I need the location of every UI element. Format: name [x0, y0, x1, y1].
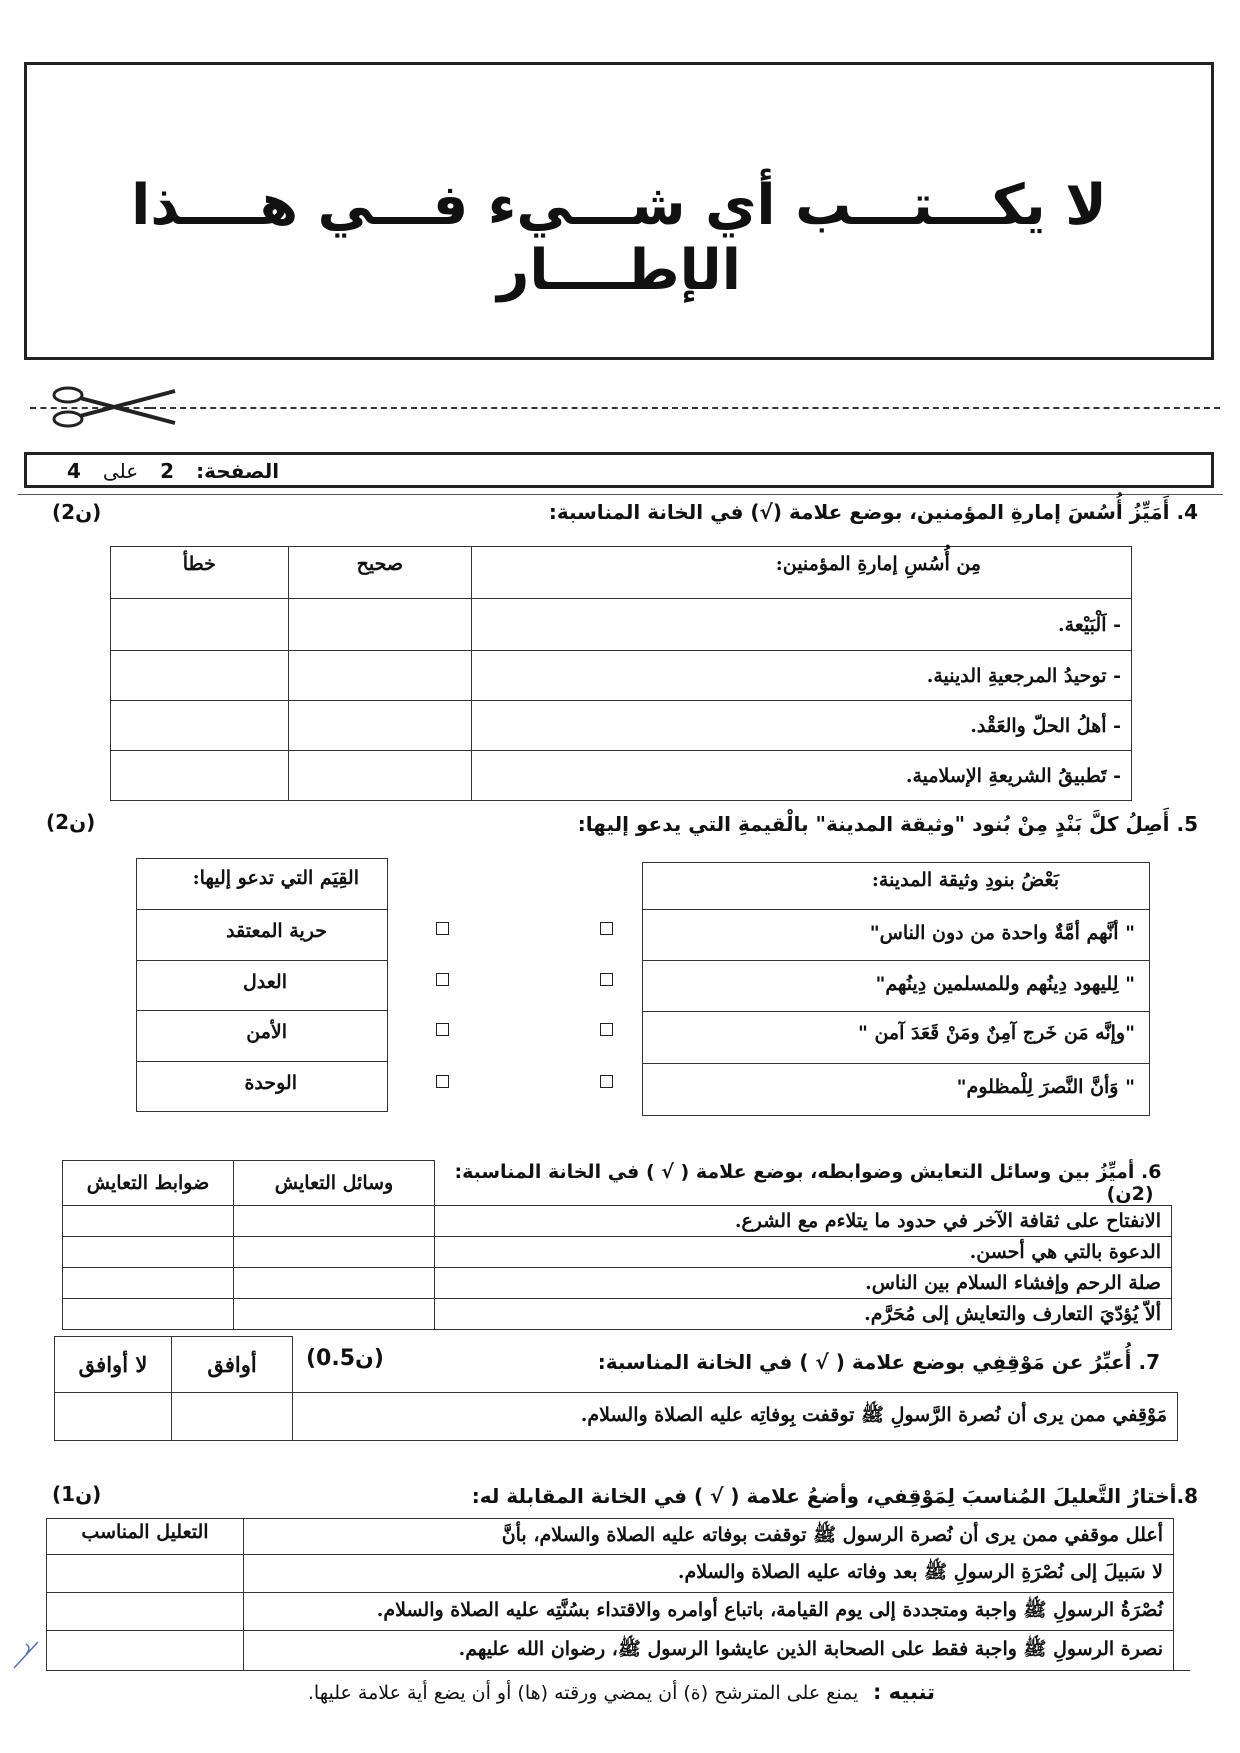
q6-means-cell[interactable] [234, 1298, 435, 1329]
q4-true-cell[interactable] [288, 701, 471, 751]
q5-left-connector[interactable] [436, 922, 449, 935]
q5-title: 5. أَصِلُ كلَّ بَنْدٍ مِنْ بُنود "وثيقة المدينة" بالْقيمةِ التي يدعو إليها: [577, 812, 1198, 836]
q8-col-reason: التعليل المناسب [47, 1519, 244, 1555]
q4-col-true: صحيح [288, 547, 471, 599]
q5-clauses-box [642, 862, 1150, 1116]
q5-left-connector[interactable] [436, 1023, 449, 1036]
q6-row-1: الانفتاح على ثقافة الآخر في حدود ما يتلاءم مع الشرع. [435, 1205, 1172, 1236]
divider [18, 494, 1223, 495]
page-current: 2 [160, 459, 175, 483]
q8-points: (1ن) [52, 1482, 102, 1506]
q5-right-connector[interactable] [600, 1075, 613, 1088]
q6-row-2: الدعوة بالتي هي أحسن. [435, 1236, 1172, 1267]
q5-points: (2ن) [46, 810, 96, 834]
q4-points: (2ن) [52, 500, 102, 524]
footer-note [235, 1680, 935, 1704]
q7-points: (0.5ن) [306, 1346, 384, 1371]
q7-agree-cell[interactable] [172, 1393, 293, 1441]
q5-clauses-header: بَعْضُ بنودِ وثيقة المدينة: [871, 869, 1059, 891]
q5-values-header: القِيَم التي تدعو إليها: [192, 867, 359, 889]
q6-rules-cell[interactable] [63, 1236, 234, 1267]
q5-clause: " وَأنَّ النَّصرَ لِلْمظلوم" [643, 1063, 1149, 1117]
page-bar [24, 452, 1214, 488]
scissors-icon [50, 385, 180, 431]
q6-row-4: ألاّ يُؤدّيَ التعارف والتعايش إلى مُحَرَّم. [435, 1298, 1172, 1329]
q6-title-cell [435, 1161, 1172, 1206]
q4-row-4: - تَطبيقُ الشريعةِ الإسلامية. [471, 751, 1131, 801]
q8-table [46, 1518, 1174, 1671]
q5-value: حرية المعتقد [137, 909, 387, 961]
footer-divider [290, 1670, 1190, 1671]
q5-value: الوحدة [137, 1061, 387, 1113]
q6-means-cell[interactable] [234, 1236, 435, 1267]
q6-table [62, 1160, 1172, 1330]
q5-value: الأمن [137, 1010, 387, 1062]
pen-mark-icon [8, 1636, 44, 1676]
q4-row-2: - توحيدُ المرجعيةِ الدينية. [471, 651, 1131, 701]
q6-title: 6. أميِّزُ بين وسائل التعايش وضوابطه، بوضع علامة ( √ ) في الخانة المناسبة: [454, 1160, 1162, 1183]
q8-reason-cell[interactable] [47, 1555, 244, 1593]
q4-false-cell[interactable] [111, 751, 289, 801]
q5-left-connector[interactable] [436, 1075, 449, 1088]
q4-table [110, 546, 1132, 801]
q4-false-cell[interactable] [111, 599, 289, 651]
q4-row-1: - اَلْبَيْعة. [471, 599, 1131, 651]
cut-line [30, 395, 1220, 435]
q7-title: 7. أُعبِّرُ عن مَوْقِفِي بوضع علامة ( √ ) في الخانة المناسبة: [597, 1350, 1160, 1374]
q7-disagree-cell[interactable] [55, 1393, 172, 1441]
q4-title: 4. أَمَيِّزُ أُسُسَ إمارةِ المؤمنين، بوضع علامة (√) في الخانة المناسبة: [548, 500, 1198, 524]
q6-rules-cell[interactable] [63, 1298, 234, 1329]
q8-row-intro: أعلل موقفي ممن يرى أن نُصرة الرسول ﷺ توقفت بوفاته عليه الصلاة والسلام، بأنَّ [244, 1519, 1174, 1555]
q6-points: (2ن) [1106, 1182, 1154, 1205]
q5-clause: " أنَّهم أمَّةٌ واحدة من دون الناس" [643, 909, 1149, 961]
q8-row-1: لا سَبيلَ إلى نُصْرَةِ الرسولِ ﷺ بعد وفاته عليه الصلاة والسلام. [244, 1555, 1174, 1593]
q4-row-3: - أهلُ الحلّ والعَقْد. [471, 701, 1131, 751]
q4-true-cell[interactable] [288, 651, 471, 701]
q5-right-connector[interactable] [600, 922, 613, 935]
q7-col-disagree: لا أوافق [55, 1337, 172, 1393]
cut-dash [150, 407, 1220, 409]
q4-false-cell[interactable] [111, 651, 289, 701]
q6-col-means: وسائل التعايش [234, 1161, 435, 1206]
q6-rules-cell[interactable] [63, 1267, 234, 1298]
q4-true-cell[interactable] [288, 599, 471, 651]
q8-row-3: نصرة الرسولِ ﷺ واجبة فقط على الصحابة الذين عايشوا الرسول ﷺ، رضوان الله عليهم. [244, 1631, 1174, 1671]
page-total: 4 [67, 459, 81, 483]
q5-left-connector[interactable] [436, 973, 449, 986]
q8-title: 8.أختارُ التَّعليلَ المُناسبَ لِمَوْقِفي، وأضعُ علامة ( √ ) في الخانة المقابلة له: [471, 1484, 1198, 1508]
q5-clause: "وإنَّه مَن خَرج آمِنٌ ومَنْ قَعَدَ آمن " [643, 1011, 1149, 1063]
q6-rules-cell[interactable] [63, 1205, 234, 1236]
q5-value: العدل [137, 960, 387, 1010]
q8-reason-cell[interactable] [47, 1593, 244, 1631]
q5-values-box [136, 858, 388, 1112]
page-label: الصفحة: [196, 459, 280, 483]
q6-row-3: صلة الرحم وإفشاء السلام بين الناس. [435, 1267, 1172, 1298]
q7-table [54, 1336, 1178, 1441]
q7-col-agree: أوافق [172, 1337, 293, 1393]
page-of: على [102, 459, 139, 483]
footer-label: تنبيه : [872, 1680, 935, 1704]
q5-right-connector[interactable] [600, 973, 613, 986]
q6-means-cell[interactable] [234, 1205, 435, 1236]
footer-text: يمنع على المترشح (ة) أن يمضي ورقته (ها) أو أن يضع أية علامة عليها. [307, 1682, 859, 1704]
q8-reason-cell[interactable] [47, 1631, 244, 1671]
q8-row-2: نُصْرَةُ الرسولِ ﷺ واجبة ومتجددة إلى يوم القيامة، باتباع أوامره والاقتداء بسُنَّتِه عليه الصلاة والسلام. [244, 1593, 1174, 1631]
q7-statement: مَوْقِفي ممن يرى أن نُصرة الرَّسولِ ﷺ توقفت بِوفاتِه عليه الصلاة والسلام. [293, 1393, 1178, 1441]
q4-true-cell[interactable] [288, 751, 471, 801]
q4-col-item: مِن أُسُسِ إمارةِ المؤمنين: [471, 547, 1131, 599]
q5-right-connector[interactable] [600, 1023, 613, 1036]
q6-means-cell[interactable] [234, 1267, 435, 1298]
no-write-box [24, 62, 1214, 360]
q4-false-cell[interactable] [111, 701, 289, 751]
no-write-title: لا يكـــتـــب أي شـــيء فـــي هــــذا الإطــــار [131, 173, 1107, 303]
q6-col-rules: ضوابط التعايش [63, 1161, 234, 1206]
q5-clause: " لِليهود دِينُهم وللمسلمين دِينُهم" [643, 960, 1149, 1012]
q4-col-false: خطأ [111, 547, 289, 599]
